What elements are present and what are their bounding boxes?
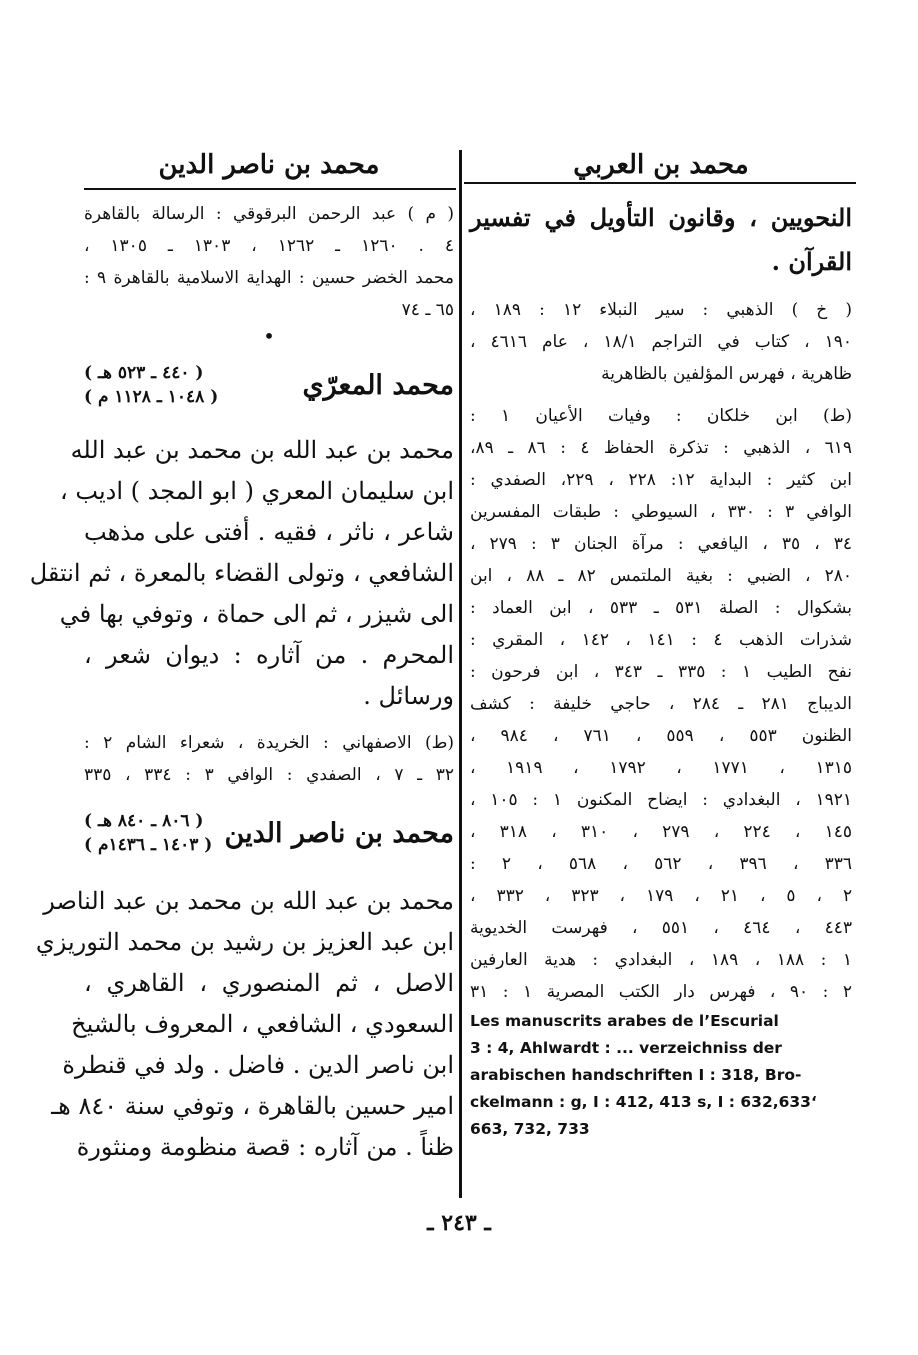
ref-line: ٤ . ١٢٦٠ ـ ١٢٦٢ ، ١٣٠٣ ـ ١٣٠٥ ، — [84, 236, 454, 256]
body-line: ابن ناصر الدين . فاضل . ولد في قنطرة — [62, 1051, 454, 1079]
entry-name: محمد بن ناصر الدين — [224, 817, 454, 849]
body-line: الشافعي ، وتولى القضاء بالمعرة ، ثم انتقل — [29, 559, 454, 587]
ref-line: ١٣١٥ ، ١٧٧١ ، ١٧٩٢ ، ١٩١٩ ، — [470, 758, 852, 778]
ref-line: ١ : ١٨٨ ، ١٨٩ ، البغدادي : هدية العارفين — [470, 950, 852, 970]
intro-line: النحويين ، وقانون التأويل في تفسير — [470, 203, 852, 232]
ref-line: الوافي ٣ : ٣٣٠ ، السيوطي : طبقات المفسرين — [470, 502, 853, 522]
entry-heading — [84, 346, 454, 424]
entry-dates — [84, 809, 212, 857]
ref-line: (ط) الاصفهاني : الخريدة ، شعراء الشام ٢ : — [84, 733, 454, 753]
body-line: شاعر ، ناثر ، فقيه . أفتى على مذهب — [84, 518, 454, 546]
left-column-header: محمد بن ناصر الدين — [158, 150, 380, 180]
body-line: الى شيزر ، ثم الى حماة ، وتوفي بها في — [59, 600, 454, 628]
dates-gregorian: ( ١٤٠٣ ـ ١٤٣٦م ) — [84, 835, 213, 855]
left-column — [29, 148, 455, 1168]
ref-line: شذرات الذهب ٤ : ١٤١ ، ١٤٢ ، المقري : — [470, 630, 852, 650]
ref-line: محمد الخضر حسين : الهداية الاسلامية بالقاهرة ٩ : — [84, 268, 455, 288]
ref-line: ٣٤ ، ٣٥ ، اليافعي : مرآة الجنان ٣ : ٢٧٩ ، — [470, 534, 852, 554]
column-divider — [459, 150, 462, 1198]
body-line: محمد بن عبد الله بن محمد بن عبد الله — [70, 436, 454, 464]
ref-line: الديباج ٢٨١ ـ ٢٨٤ ، حاجي خليفة : كشف — [470, 694, 853, 714]
latin-ref-line: arabischen handschriften I : 318, Bro- — [470, 1066, 802, 1084]
body-line: ابن سليمان المعري ( ابو المجد ) اديب ، — [60, 477, 454, 505]
latin-ref-line: ckelmann : g, I : 412, 413 s, I : 632,633‘ — [470, 1093, 817, 1111]
ref-line: ١٩٠ ، كتاب في التراجم ١٨/١ ، عام ٤٦١٦ ، — [470, 332, 853, 352]
body-line: ظناً . من آثاره : قصة منظومة ومنثورة — [76, 1133, 454, 1161]
intro-line: القرآن . — [771, 247, 852, 276]
ref-line: ظاهرية ، فهرس المؤلفين بالظاهرية — [601, 364, 852, 384]
ref-line: ٣٢ ـ ٧ ، الصفدي : الوافي ٣ : ٣٣٤ ، ٣٣٥ — [84, 765, 454, 785]
ref-line: (ط) ابن خلكان : وفيات الأعيان ١ : — [470, 406, 852, 426]
page-number: ـ ٢٤٣ ـ — [427, 1210, 491, 1236]
separator-dot: • — [263, 324, 275, 348]
ref-line: ١٩٢١ ، البغدادي : ايضاح المكنون ١ : ١٠٥ ، — [470, 790, 852, 810]
ref-line: ابن كثير : البداية ١٢: ٢٢٨ ، ٢٢٩، الصفدي : — [470, 470, 853, 490]
ref-line: ( م ) عبد الرحمن البرقوقي : الرسالة بالقاهرة — [84, 204, 454, 224]
ref-line: ٦٥ ـ ٧٤ — [401, 300, 454, 320]
entry-dates — [84, 361, 218, 409]
latin-ref-line: 3 : 4, Ahlwardt : ... verzeichniss der — [470, 1039, 782, 1057]
ref-line: ( خ ) الذهبي : سير النبلاء ١٢ : ١٨٩ ، — [470, 300, 853, 320]
ref-line: ٢٨٠ ، الضبي : بغية الملتمس ٨٢ ـ ٨٨ ، ابن — [470, 566, 852, 586]
entry-name: محمد المعرّي — [302, 369, 454, 401]
body-line: امير حسين بالقاهرة ، وتوفي سنة ٨٤٠ هـ — [51, 1092, 454, 1120]
ref-line: ٢ : ٩٠ ، فهرس دار الكتب المصرية ١ : ٣١ — [470, 982, 852, 1002]
ref-line: ٤٤٣ ، ٤٦٤ ، ٥٥١ ، فهرست الخديوية — [470, 918, 853, 938]
dates-hijri: ( ٤٤٠ ـ ٥٢٣ هـ ) — [84, 363, 204, 383]
body-line: محمد بن عبد الله بن محمد بن عبد الناصر — [43, 887, 454, 915]
dates-hijri: ( ٨٠٦ ـ ٨٤٠ هـ ) — [84, 811, 204, 831]
ref-line: ٣٣٦ ، ٣٩٦ ، ٥٦٢ ، ٥٦٨ ، ٢ : — [470, 854, 853, 874]
right-column — [470, 148, 852, 1143]
body-line: ابن عبد العزيز بن رشيد بن محمد التوريزي — [35, 928, 454, 956]
body-line: ورسائل . — [363, 682, 454, 710]
ref-line: نفح الطيب ١ : ٣٣٥ ـ ٣٤٣ ، ابن فرحون : — [470, 662, 852, 682]
entry-heading — [84, 791, 454, 875]
ref-line: ٢ ، ٥ ، ٢١ ، ١٧٩ ، ٣٢٣ ، ٣٣٢ ، — [470, 886, 853, 906]
right-column-header: محمد بن العربي — [573, 150, 749, 180]
body-line: الاصل ، ثم المنصوري ، القاهري ، — [84, 969, 454, 997]
ref-line: ١٤٥ ، ٢٢٤ ، ٢٧٩ ، ٣١٠ ، ٣١٨ ، — [470, 822, 852, 842]
ref-line: بشكوال : الصلة ٥٣١ ـ ٥٣٣ ، ابن العماد : — [470, 598, 852, 618]
latin-ref-line: 663, 732, 733 — [470, 1120, 590, 1138]
body-line: المحرم . من آثاره : ديوان شعر ، — [84, 641, 454, 669]
ref-line: الظنون ٥٥٣ ، ٥٥٩ ، ٧٦١ ، ٩٨٤ ، — [470, 726, 852, 746]
latin-ref-line: Les manuscrits arabes de l’Escurial — [470, 1012, 779, 1030]
ref-line: ٦١٩ ، الذهبي : تذكرة الحفاظ ٤ : ٨٦ ـ ٨٩، — [470, 438, 852, 458]
dates-gregorian: ( ١٠٤٨ ـ ١١٢٨ م ) — [84, 387, 219, 407]
body-line: السعودي ، الشافعي ، المعروف بالشيخ — [71, 1010, 454, 1038]
